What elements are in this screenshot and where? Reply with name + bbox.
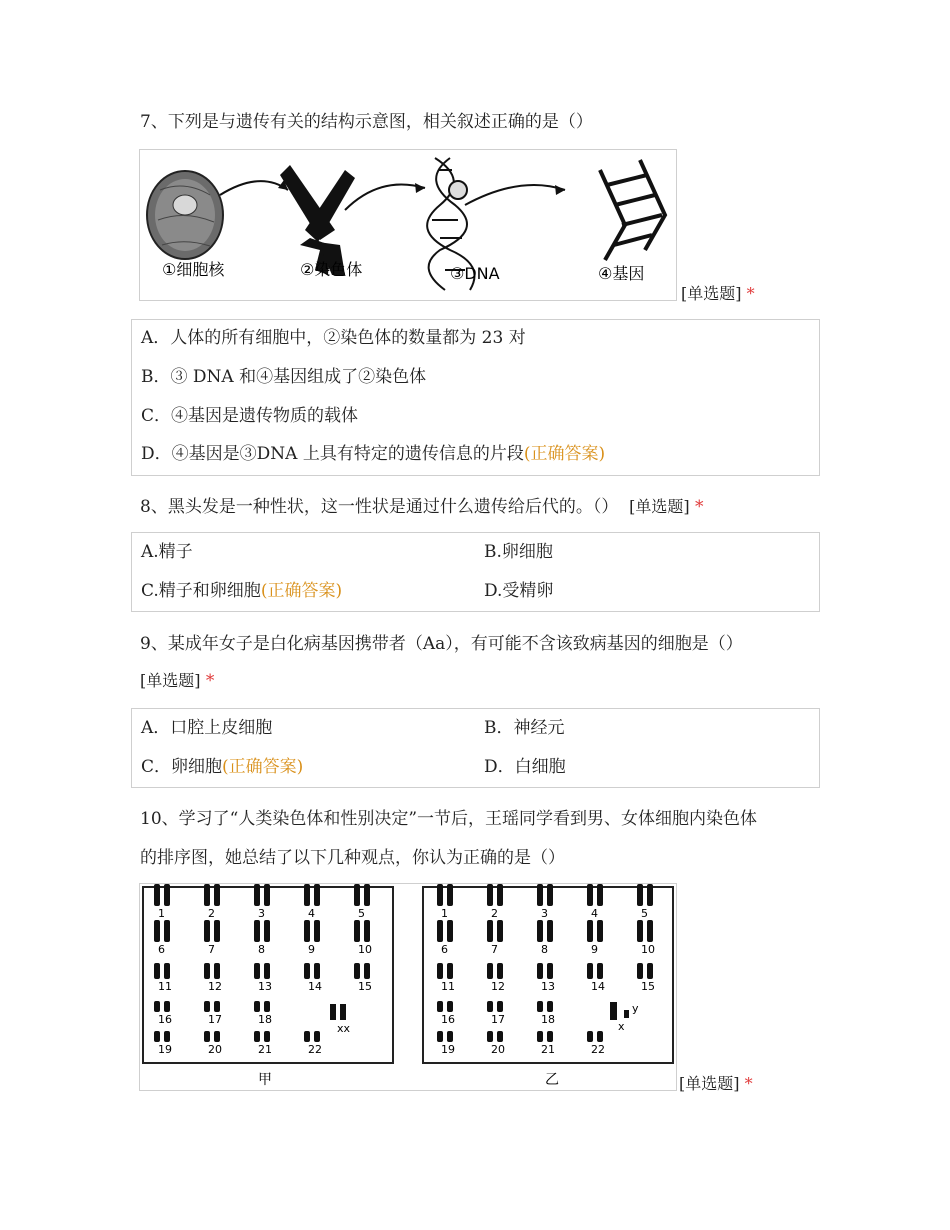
chromosome-pair-8-right	[537, 920, 553, 942]
question-type-tag: [单选题]	[679, 1074, 740, 1093]
chromosome	[597, 884, 603, 906]
karyotype-number-right: 2	[491, 907, 498, 920]
q7-option-a[interactable]: A．人体的所有细胞中，②染色体的数量都为 23 对	[141, 328, 526, 348]
chromosome	[547, 920, 553, 942]
chromosome-pair-10-right	[637, 920, 653, 942]
chromosome	[164, 920, 170, 942]
q9-stem: 9、某成年女子是白化病基因携带者（Aa），有可能不含该致病基因的细胞是（）	[140, 634, 743, 654]
chromosome	[437, 1001, 443, 1012]
chromosome	[497, 920, 503, 942]
q8-option-c[interactable]: C.精子和卵细胞(正确答案)	[141, 581, 343, 601]
karyotype-number-right: 9	[591, 943, 598, 956]
chromosome-pair-19-right	[437, 1031, 453, 1042]
chromosome	[154, 963, 160, 979]
chromosome	[624, 1010, 629, 1018]
chromosome	[497, 1001, 503, 1012]
chromosome-pair-18-right	[537, 1001, 553, 1012]
karyotype-number-right: 6	[441, 943, 448, 956]
chromosome-pair-13-left	[254, 963, 270, 979]
q8-option-b[interactable]: B.卵细胞	[484, 542, 553, 562]
chromosome	[154, 920, 160, 942]
chromosome-pair-6-right	[437, 920, 453, 942]
karyotype-number-right: 18	[541, 1013, 555, 1026]
q7-option-d[interactable]: D．④基因是③DNA 上具有特定的遗传信息的片段(正确答案)	[141, 444, 606, 464]
label-nucleus: ①细胞核	[162, 260, 225, 279]
chromosome	[354, 963, 360, 979]
chromosome	[447, 963, 453, 979]
chromosome-pair-9-right	[587, 920, 603, 942]
chromosome	[204, 884, 210, 906]
chromosome-pair-17-right	[487, 1001, 503, 1012]
chromosome	[647, 963, 653, 979]
chromosome-pair-12-right	[487, 963, 503, 979]
karyotype-number-right: 3	[541, 907, 548, 920]
karyotype-number-right: 5	[641, 907, 648, 920]
chromosome	[537, 963, 543, 979]
q10-stem-line2: 的排序图，她总结了以下几种观点，你认为正确的是（）	[140, 848, 565, 868]
karyotype-number-left: 9	[308, 943, 315, 956]
chromosome-pair-16-right	[437, 1001, 453, 1012]
sex-label-left: xx	[337, 1022, 351, 1035]
chromosome	[537, 1001, 543, 1012]
q9-option-c[interactable]: C．卵细胞(正确答案)	[141, 757, 304, 777]
chromosome	[547, 1031, 553, 1042]
karyotype-number-left: 11	[158, 980, 172, 993]
required-star: *	[695, 497, 704, 517]
chromosome	[597, 920, 603, 942]
karyotype-number-right: 4	[591, 907, 598, 920]
chromosome	[587, 963, 593, 979]
chromosome	[254, 884, 260, 906]
gene-drawing	[600, 160, 665, 260]
q7-option-c[interactable]: C．④基因是遗传物质的载体	[141, 406, 359, 426]
q9-option-b[interactable]: B．神经元	[484, 718, 565, 738]
chromosome	[254, 1001, 260, 1012]
chromosome	[637, 920, 643, 942]
karyotype-number-right: 11	[441, 980, 455, 993]
chromosome	[637, 963, 643, 979]
chromosome	[497, 963, 503, 979]
chromosome-pair-15-right	[637, 963, 653, 979]
chromosome	[364, 884, 370, 906]
cell-nucleus-drawing	[147, 171, 223, 259]
chromosome	[487, 963, 493, 979]
chromosome	[587, 1031, 593, 1042]
karyotype-number-right: 13	[541, 980, 555, 993]
chromosome	[497, 1031, 503, 1042]
question-type-tag: [单选题]	[681, 284, 742, 303]
karyotype-number-right: 21	[541, 1043, 555, 1056]
q7-stem: 7、下列是与遗传有关的结构示意图，相关叙述正确的是（）	[140, 112, 593, 132]
karyotype-number-left: 17	[208, 1013, 222, 1026]
chromosome	[154, 1031, 160, 1042]
sex-label-right-x: x	[618, 1020, 625, 1033]
chromosome	[214, 884, 220, 906]
chromosome	[547, 963, 553, 979]
karyotype-number-right: 17	[491, 1013, 505, 1026]
q7-option-b[interactable]: B．③ DNA 和④基因组成了②染色体	[141, 367, 427, 387]
q7-structure-diagram	[140, 150, 676, 300]
sex-label-right-y: y	[632, 1002, 639, 1015]
chromosome-pair-12-left	[204, 963, 220, 979]
q8-stem: 8、黑头发是一种性状，这一性状是通过什么遗传给后代的。（） [单选题] *	[140, 497, 704, 517]
chromosome	[314, 1031, 320, 1042]
chromosome	[487, 1001, 493, 1012]
q10-type	[679, 1071, 753, 1094]
karyotype-number-left: 10	[358, 943, 372, 956]
chromosome	[304, 963, 310, 979]
chromosome	[164, 1031, 170, 1042]
q9-option-d[interactable]: D．白细胞	[484, 757, 566, 777]
question-type-tag: [单选题]	[629, 497, 690, 516]
chromosome	[254, 920, 260, 942]
chromosome-pair-6-left	[154, 920, 170, 942]
karyotype-number-left: 4	[308, 907, 315, 920]
chromosome	[437, 884, 443, 906]
q10-stem-line1: 10、学习了“人类染色体和性别决定”一节后，王瑶同学看到男、女体细胞内染色体	[140, 809, 758, 829]
chromosome-pair-13-right	[537, 963, 553, 979]
karyotype-number-left: 22	[308, 1043, 322, 1056]
chromosome	[497, 884, 503, 906]
correct-answer-mark: (正确答案)	[222, 757, 304, 777]
chromosome	[437, 920, 443, 942]
karyotype-number-left: 6	[158, 943, 165, 956]
chromosome	[304, 884, 310, 906]
karyotype-diagram	[140, 884, 676, 1090]
chromosome	[264, 920, 270, 942]
required-star: *	[746, 284, 755, 303]
chromosome	[637, 884, 643, 906]
chromosome	[487, 920, 493, 942]
chromosome	[154, 1001, 160, 1012]
chromosome	[204, 920, 210, 942]
karyotype-number-left: 18	[258, 1013, 272, 1026]
sex-chromosomes-right	[610, 1002, 629, 1020]
chromosome	[264, 884, 270, 906]
chromosome-pair-20-left	[204, 1031, 220, 1042]
chromosome-pair-8-left	[254, 920, 270, 942]
q9-option-a[interactable]: A．口腔上皮细胞	[141, 718, 273, 738]
label-chromosome: ②染色体	[300, 260, 363, 279]
karyotype-number-left: 20	[208, 1043, 222, 1056]
chromosome	[537, 920, 543, 942]
chromosome-pair-11-right	[437, 963, 453, 979]
chromosome-pair-14-left	[304, 963, 320, 979]
chromosome	[204, 1001, 210, 1012]
chromosome-pair-18-left	[254, 1001, 270, 1012]
karyotype-number-left: 14	[308, 980, 322, 993]
karyotype-number-left: 2	[208, 907, 215, 920]
chromosome-pair-14-right	[587, 963, 603, 979]
chromosome	[447, 920, 453, 942]
chromosome	[597, 1031, 603, 1042]
panel-caption-left: 甲	[258, 1072, 272, 1088]
chromosome	[254, 1031, 260, 1042]
chromosome-pair-20-right	[487, 1031, 503, 1042]
chromosome	[354, 920, 360, 942]
chromosome	[330, 1004, 336, 1020]
chromosome	[437, 963, 443, 979]
q7-options	[131, 319, 820, 476]
chromosome-pair-7-right	[487, 920, 503, 942]
karyotype-number-right: 19	[441, 1043, 455, 1056]
chromosome	[364, 920, 370, 942]
chromosome-pair-22-left	[304, 1031, 320, 1042]
chromosome-pair-7-left	[204, 920, 220, 942]
chromosome	[647, 884, 653, 906]
chromosome	[314, 920, 320, 942]
chromosome-pair-22-right	[587, 1031, 603, 1042]
chromosome	[587, 884, 593, 906]
q8-options	[131, 532, 820, 612]
karyotype-number-left: 7	[208, 943, 215, 956]
chromosome	[587, 920, 593, 942]
karyotype-number-right: 8	[541, 943, 548, 956]
required-star: *	[205, 671, 215, 691]
karyotype-number-right: 12	[491, 980, 505, 993]
chromosome-pair-21-left	[254, 1031, 270, 1042]
karyotype-number-left: 1	[158, 907, 165, 920]
chromosome	[164, 963, 170, 979]
karyotype-number-left: 3	[258, 907, 265, 920]
label-dna: ③DNA	[450, 264, 500, 283]
required-star: *	[744, 1074, 753, 1093]
q7-figure	[139, 149, 677, 301]
chromosome	[547, 884, 553, 906]
chromosome	[487, 884, 493, 906]
chromosome	[264, 963, 270, 979]
chromosome-drawing	[280, 165, 355, 275]
karyotype-number-right: 7	[491, 943, 498, 956]
chromosome	[437, 1031, 443, 1042]
karyotype-number-left: 8	[258, 943, 265, 956]
panel-caption-right: 乙	[545, 1072, 559, 1088]
chromosome	[204, 963, 210, 979]
chromosome	[264, 1031, 270, 1042]
karyotype-number-right: 22	[591, 1043, 605, 1056]
chromosome-pair-10-left	[354, 920, 370, 942]
karyotype-number-left: 19	[158, 1043, 172, 1056]
chromosome	[447, 884, 453, 906]
q8-option-a[interactable]: A.精子	[141, 542, 193, 562]
chromosome-pair-17-left	[204, 1001, 220, 1012]
correct-answer-mark: (正确答案)	[260, 581, 343, 601]
correct-answer-mark: (正确答案)	[523, 444, 606, 464]
q9-options	[131, 708, 820, 788]
karyotype-number-left: 16	[158, 1013, 172, 1026]
chromosome	[647, 920, 653, 942]
karyotype-number-left: 13	[258, 980, 272, 993]
chromosome	[314, 884, 320, 906]
chromosome	[364, 963, 370, 979]
chromosome	[537, 884, 543, 906]
chromosome	[164, 884, 170, 906]
chromosome	[154, 884, 160, 906]
chromosome	[304, 1031, 310, 1042]
chromosome	[537, 1031, 543, 1042]
question-type-tag: [单选题]	[140, 671, 201, 690]
karyotype-number-right: 10	[641, 943, 655, 956]
chromosome	[487, 1031, 493, 1042]
chromosome	[214, 920, 220, 942]
karyotype-number-right: 20	[491, 1043, 505, 1056]
sex-chromosomes-left	[330, 1004, 346, 1020]
chromosome	[304, 920, 310, 942]
chromosome-pair-9-left	[304, 920, 320, 942]
chromosome	[204, 1031, 210, 1042]
chromosome	[354, 884, 360, 906]
chromosome	[164, 1001, 170, 1012]
karyotype-number-left: 15	[358, 980, 372, 993]
q7-type	[681, 281, 755, 304]
label-gene: ④基因	[598, 264, 645, 283]
chromosome-pair-16-left	[154, 1001, 170, 1012]
karyotype-number-right: 16	[441, 1013, 455, 1026]
karyotype-number-left: 12	[208, 980, 222, 993]
chromosome	[610, 1002, 617, 1020]
chromosome	[254, 963, 260, 979]
karyotype-number-left: 5	[358, 907, 365, 920]
chromosome	[214, 1001, 220, 1012]
chromosome-pair-19-left	[154, 1031, 170, 1042]
chromosome-pair-15-left	[354, 963, 370, 979]
karyotype-number-right: 15	[641, 980, 655, 993]
chromosome-pair-21-right	[537, 1031, 553, 1042]
karyotype-number-left: 21	[258, 1043, 272, 1056]
chromosome	[340, 1004, 346, 1020]
q10-figure	[139, 883, 677, 1091]
chromosome	[214, 1031, 220, 1042]
chromosome	[214, 963, 220, 979]
chromosome	[264, 1001, 270, 1012]
chromosome-pair-11-left	[154, 963, 170, 979]
q9-type	[140, 664, 214, 698]
chromosome	[447, 1031, 453, 1042]
karyotype-number-right: 14	[591, 980, 605, 993]
chromosome	[314, 963, 320, 979]
karyotype-number-right: 1	[441, 907, 448, 920]
q8-option-d[interactable]: D.受精卵	[484, 581, 554, 601]
chromosome	[447, 1001, 453, 1012]
chromosome	[597, 963, 603, 979]
chromosome	[547, 1001, 553, 1012]
